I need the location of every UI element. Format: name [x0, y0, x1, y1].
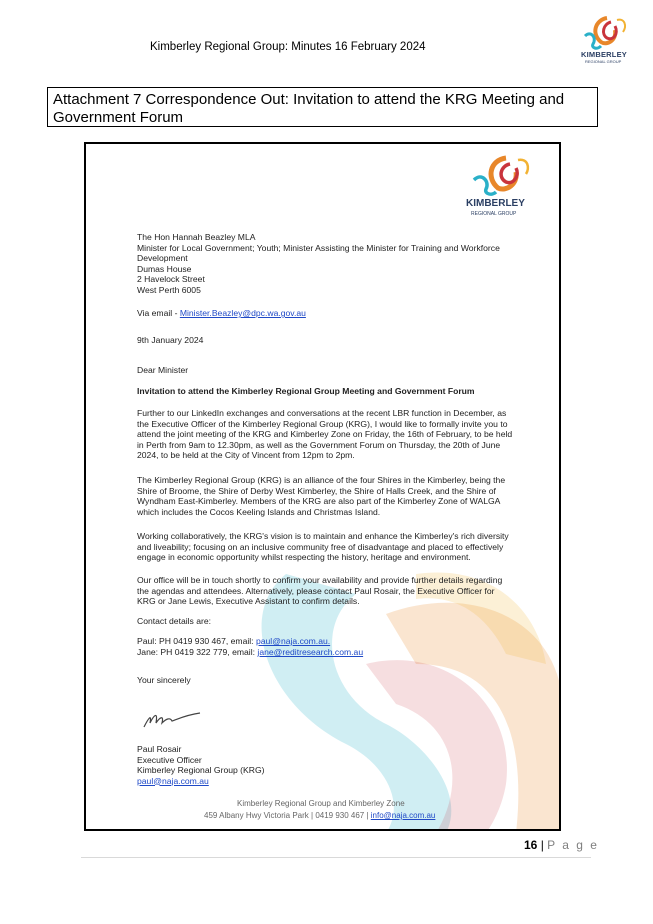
- paragraph-1-line: the Executive Officer of the Kimberley Regional Group (KRG), I would like to formally invite you to: [137, 418, 508, 429]
- recipient-line: Dumas House: [137, 263, 192, 274]
- letter-footer-address: [204, 811, 435, 820]
- contact-paul: [137, 636, 330, 647]
- page-label: P a g e: [547, 838, 599, 852]
- recipient-line: Development: [137, 253, 188, 263]
- paul-email-link[interactable]: paul@naja.com.au.: [255, 636, 331, 646]
- paragraph-1-line: Further to our LinkedIn exchanges and conversations at the recent LBR function in December, as: [137, 408, 507, 418]
- page-number: [524, 838, 599, 852]
- paragraph-2-line: The Kimberley Regional Group (KRG) is an alliance of the four Shires in the Kimberley, being the: [137, 475, 506, 485]
- signatory-name: Paul Rosair: [137, 744, 182, 754]
- closing: Your sincerely: [137, 675, 191, 685]
- letter-footer-org: Kimberley Regional Group and Kimberley Zone: [237, 799, 405, 808]
- signatory-email-line: [137, 776, 209, 787]
- logo-subtext: REGIONAL GROUP: [585, 59, 622, 64]
- paragraph-2-line: which includes the Cocos Keeling Islands and Christmas Island.: [137, 506, 381, 517]
- paragraph-1-line: in Perth from 9am to 12.30pm, as well as the Government Forum on Thursday, the 20th of June: [137, 439, 501, 450]
- paragraph-3-line: and liveability; focusing on an inclusive community free of disadvantage and placed to effectively: [137, 541, 504, 552]
- paragraph-4-line: Our office will be in touch shortly to confirm your availability and provide further details regarding: [137, 575, 503, 585]
- attachment-title: Attachment 7 Correspondence Out: Invitation to attend the KRG Meeting and Government Forum: [53, 91, 565, 126]
- recipient-line: The Hon Hannah Beazley MLA: [137, 232, 256, 242]
- letter-logo-subtext: REGIONAL GROUP: [471, 211, 517, 217]
- footer-email-link[interactable]: info@naja.com.au: [370, 811, 436, 820]
- page-number-value: 16: [524, 838, 538, 852]
- contact-jane: [137, 647, 363, 658]
- contact-paul-text: Paul: PH 0419 930 467, email:: [137, 636, 256, 646]
- salutation: Dear Minister: [137, 365, 189, 375]
- document-header-title: Kimberley Regional Group: Minutes 16 February 2024: [150, 41, 426, 53]
- jane-email-link[interactable]: jane@reditresearch.com.au: [257, 647, 364, 657]
- signatory-email-link[interactable]: paul@naja.com.au: [137, 775, 209, 786]
- letter-image: [84, 142, 561, 831]
- paragraph-4-line: KRG or Jane Lewis, Executive Assistant to confirm details.: [137, 596, 360, 606]
- signatory-org: Kimberley Regional Group (KRG): [137, 765, 265, 775]
- letter-logo-mark-icon: [466, 154, 536, 200]
- paragraph-3-line: Working collaboratively, the KRG's vision is to maintain and enhance the Kimberley's rich diversity: [137, 531, 509, 541]
- recipient-line: Minister for Local Government; Youth; Minister Assisting the Minister for Training and Workforce: [137, 242, 500, 253]
- kimberley-logo: [577, 14, 633, 70]
- paragraph-2-line: Shire of Broome, the Shire of Derby West Kimberley, the Shire of Halls Creek, and the Shire of: [137, 485, 496, 496]
- minister-email-link[interactable]: Minister.Beazley@dpc.wa.gov.au: [179, 308, 306, 318]
- letter-logo: [466, 154, 536, 224]
- attachment-title-box: [47, 87, 598, 127]
- paragraph-2-line: Wyndham East-Kimberley. Members of the KRG are also part of the Kimberley Zone of WALGA: [137, 496, 501, 506]
- letter-logo-text: KIMBERLEY: [466, 198, 525, 209]
- via-email-label: Via email -: [137, 308, 180, 318]
- contact-jane-text: Jane: PH 0419 322 779, email:: [137, 647, 258, 657]
- kimberley-logo-mark-icon: [577, 14, 633, 54]
- paragraph-4-line: the agendas and attendees. Alternatively, please contact Paul Rosair, the Executive Officer for: [137, 585, 495, 596]
- letter-date: 9th January 2024: [137, 335, 204, 345]
- paragraph-3-line: engage in economic opportunity whilst respecting the history, heritage and environment.: [137, 552, 471, 562]
- recipient-line: West Perth 6005: [137, 284, 201, 295]
- contact-heading: Contact details are:: [137, 616, 212, 626]
- letter-subject: Invitation to attend the Kimberley Regional Group Meeting and Government Forum: [137, 386, 475, 396]
- recipient-line: 2 Havelock Street: [137, 274, 205, 284]
- page-number-separator: |: [537, 838, 548, 852]
- paragraph-1-line: 2024, to be held at the City of Vincent from 12pm to 2pm.: [137, 450, 355, 460]
- letter-footer-address-text: 459 Albany Hwy Victoria Park | 0419 930 467 |: [204, 811, 371, 820]
- footer-divider: [81, 857, 591, 858]
- signatory-title: Executive Officer: [137, 754, 202, 765]
- paragraph-1-line: attend the joint meeting of the KRG and Kimberley Zone on Friday, the 16th of February, to be held: [137, 429, 513, 439]
- via-email-line: [137, 308, 306, 319]
- logo-text: KIMBERLEY: [581, 50, 627, 59]
- signature-icon: [136, 697, 226, 737]
